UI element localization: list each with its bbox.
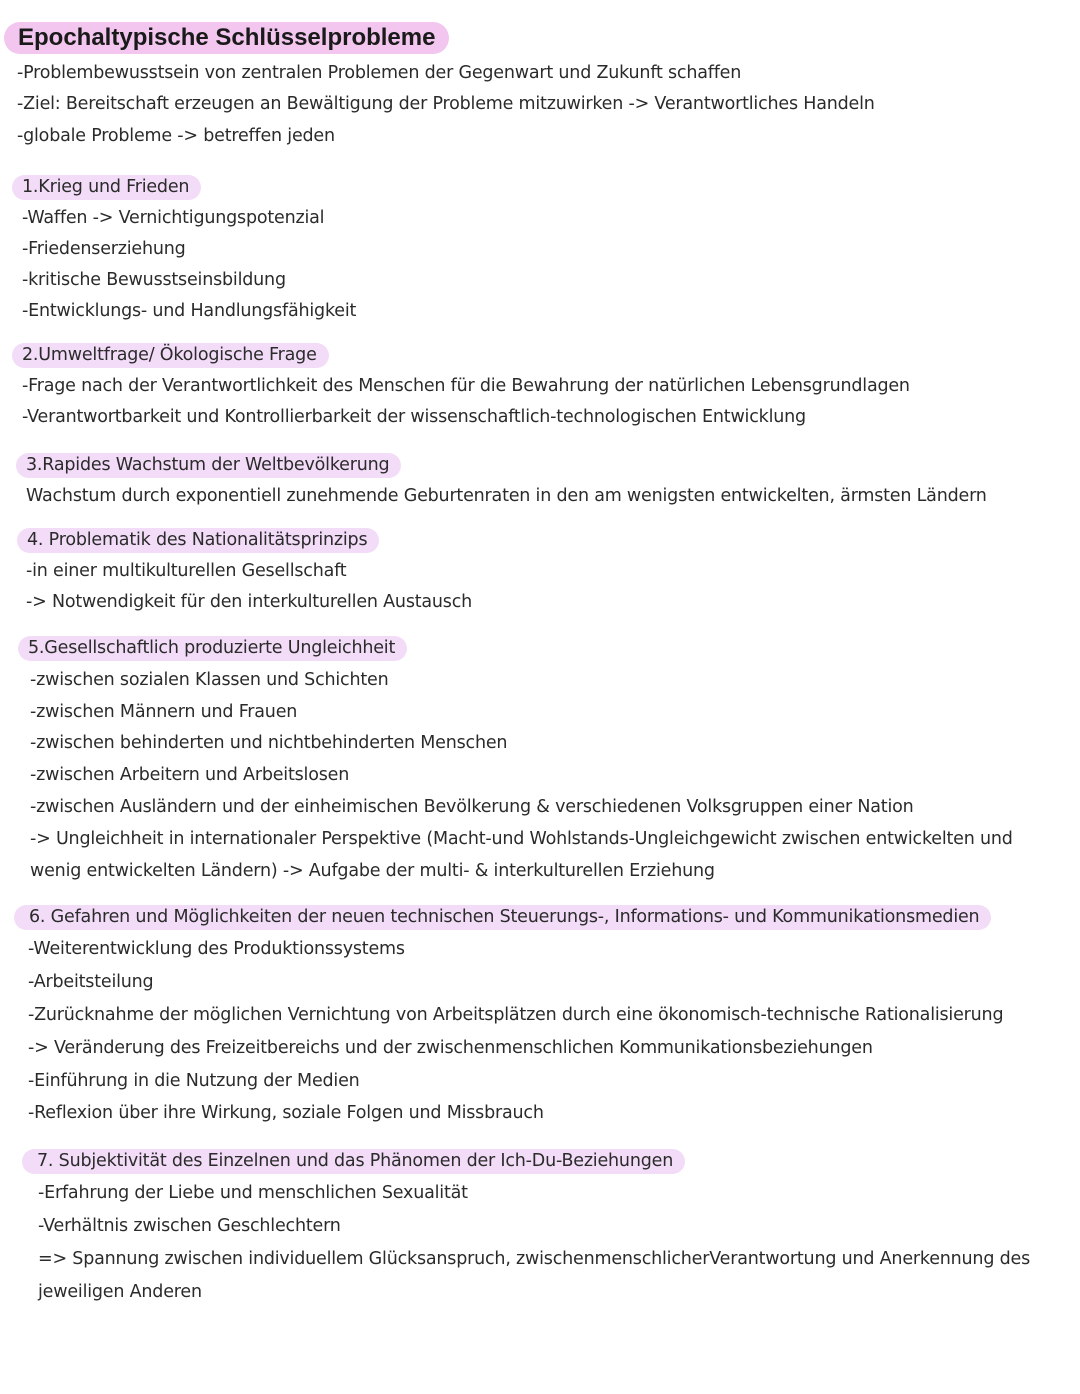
section-line: -zwischen Männern und Frauen	[30, 702, 298, 722]
section-line: -Waffen -> Vernichtigungspotenzial	[22, 208, 325, 228]
section-line: -zwischen behinderten und nichtbehinderten Menschen	[30, 733, 508, 753]
section-heading: 5.Gesellschaftlich produzierte Ungleichheit	[18, 636, 407, 661]
intro-line: -Problembewusstsein von zentralen Problemen der Gegenwart und Zukunft schaffen	[17, 63, 742, 83]
section-heading: 3.Rapides Wachstum der Weltbevölkerung	[16, 453, 401, 478]
page-title: Epochaltypische Schlüsselprobleme	[4, 22, 449, 54]
section-line: wenig entwickelten Ländern) -> Aufgabe der multi- & interkulturellen Erziehung	[30, 861, 715, 881]
section-line: -Einführung in die Nutzung der Medien	[28, 1071, 360, 1091]
section-line: -> Notwendigkeit für den interkulturellen Austausch	[26, 592, 473, 612]
section-line: -Friedenserziehung	[22, 239, 186, 259]
section-line: => Spannung zwischen individuellem Glücksanspruch, zwischenmenschlicherVerantwortung und Anerkennung des	[38, 1249, 1030, 1269]
section-line: -> Veränderung des Freizeitbereichs und der zwischenmenschlichen Kommunikationsbeziehungen	[28, 1038, 873, 1058]
section-line: -Arbeitsteilung	[28, 972, 154, 992]
section-line: Wachstum durch exponentiell zunehmende Geburtenraten in den am wenigsten entwickelten, ärmsten Ländern	[26, 486, 987, 506]
section-line: -Weiterentwicklung des Produktionssystems	[28, 939, 405, 959]
section-line: -> Ungleichheit in internationaler Perspektive (Macht-und Wohlstands-Ungleichgewicht zwischen entwickelten und	[30, 829, 1013, 849]
section-line: -Reflexion über ihre Wirkung, soziale Folgen und Missbrauch	[28, 1103, 544, 1123]
section-line: -Zurücknahme der möglichen Vernichtung von Arbeitsplätzen durch eine ökonomisch-technische Rationalisierung	[28, 1005, 1004, 1025]
section-line: -Verantwortbarkeit und Kontrollierbarkeit der wissenschaftlich-technologischen Entwicklung	[22, 407, 806, 427]
section-line: -Verhältnis zwischen Geschlechtern	[38, 1216, 341, 1236]
intro-line: -globale Probleme -> betreffen jeden	[17, 126, 335, 146]
section-line: -zwischen Ausländern und der einheimischen Bevölkerung & verschiedenen Volksgruppen einer Nation	[30, 797, 914, 817]
section-line: jeweiligen Anderen	[38, 1282, 202, 1302]
section-line: -zwischen Arbeitern und Arbeitslosen	[30, 765, 350, 785]
section-heading: 6. Gefahren und Möglichkeiten der neuen technischen Steuerungs-, Informations- und Kommunikationsmedien	[14, 905, 991, 930]
section-line: -in einer multikulturellen Gesellschaft	[26, 561, 347, 581]
section-heading: 4. Problematik des Nationalitätsprinzips	[17, 528, 379, 553]
section-line: -Frage nach der Verantwortlichkeit des Menschen für die Bewahrung der natürlichen Lebensgrundlagen	[22, 376, 910, 396]
intro-line: -Ziel: Bereitschaft erzeugen an Bewältigung der Probleme mitzuwirken -> Verantwortliches Handeln	[17, 94, 875, 114]
section-line: -kritische Bewusstseinsbildung	[22, 270, 286, 290]
section-heading: 1.Krieg und Frieden	[12, 175, 201, 200]
section-line: -Erfahrung der Liebe und menschlichen Sexualität	[38, 1183, 468, 1203]
section-heading: 2.Umweltfrage/ Ökologische Frage	[12, 343, 329, 368]
section-line: -zwischen sozialen Klassen und Schichten	[30, 670, 389, 690]
section-line: -Entwicklungs- und Handlungsfähigkeit	[22, 301, 357, 321]
section-heading: 7. Subjektivität des Einzelnen und das Phänomen der Ich-Du-Beziehungen	[22, 1149, 685, 1174]
